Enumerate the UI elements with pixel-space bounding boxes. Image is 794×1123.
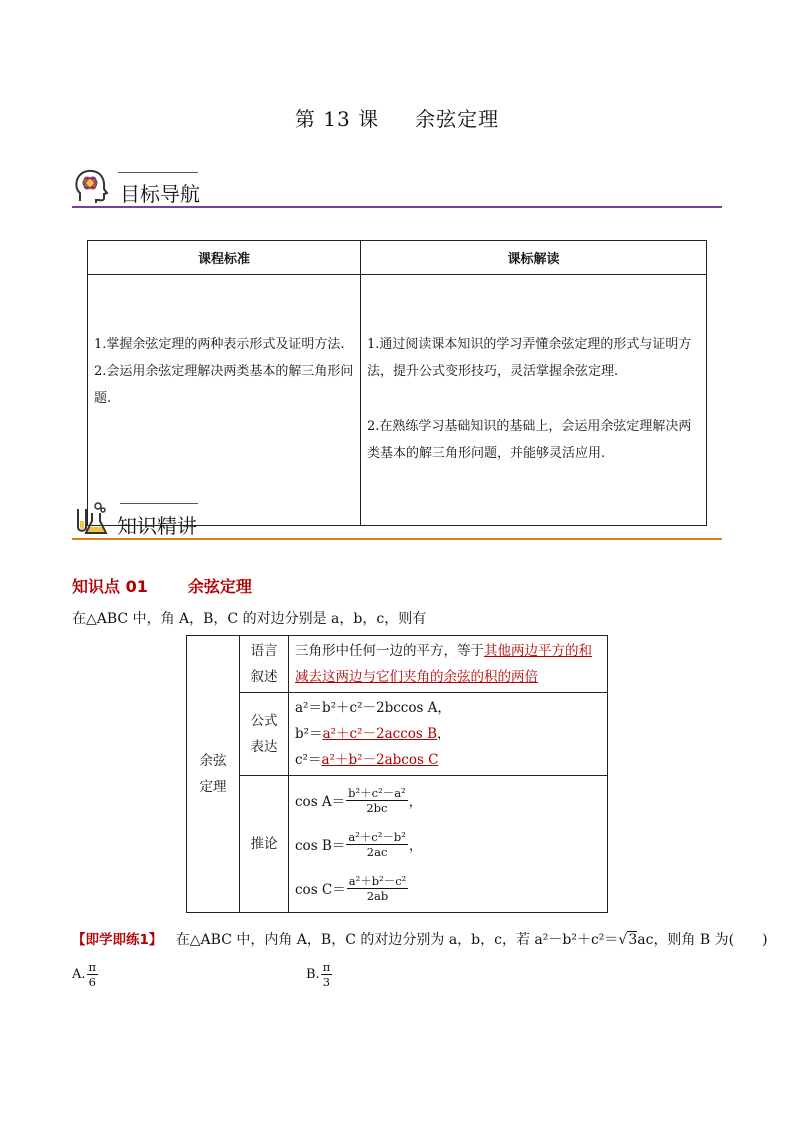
lesson-name: 余弦定理	[415, 107, 500, 131]
formula-underlined: a²＋b²－2abcos C	[321, 752, 439, 768]
corollary-cos-a	[295, 778, 601, 822]
option-a[interactable]	[72, 960, 99, 989]
option-fraction	[321, 960, 333, 989]
corollary-cos-c	[295, 866, 601, 910]
section-heading-goals: 目标导航	[120, 182, 200, 206]
formula-c	[295, 747, 601, 773]
formula-a: a²＝b²＋c²－2bccos A，	[295, 700, 451, 716]
exercise-question: 【即学即练1】 在△ABC 中，内角 A，B，C 的对边分别为 a，b，c，若 a²－b²＋c²＝√3ac，则角 B 为( )	[72, 932, 768, 948]
cosine-law-table	[186, 635, 608, 913]
fraction-denominator: 2ab	[366, 888, 389, 903]
cor-fraction	[346, 830, 408, 859]
law-main-label-line: 余弦	[199, 753, 227, 769]
row-label-line: 表达	[250, 739, 278, 755]
fraction-numerator: a²＋c²－b²	[348, 829, 406, 844]
section-rule-knowledge	[72, 538, 722, 540]
fraction-denominator: 2ac	[366, 844, 388, 859]
exercise-tag: 【即学即练1】	[72, 932, 163, 948]
statement-plain: 三角形中任何一边的平方，等于	[295, 643, 484, 659]
statement-text	[289, 636, 608, 693]
fraction-denominator: 2bc	[366, 800, 388, 815]
interpretation-item: 1.通过阅读课本知识的学习弄懂余弦定理的形式与证明方法，提升公式变形技巧，灵活掌握余弦定理.	[367, 337, 692, 379]
corollary-cell	[289, 776, 608, 913]
goals-header-standard: 课程标准	[88, 241, 361, 275]
row-label-line: 叙述	[250, 669, 278, 685]
section-rule-goals	[72, 206, 722, 208]
section-heading-knowledge: 知识精讲	[117, 514, 197, 538]
cor-lhs: cos A＝	[295, 794, 346, 810]
option-label: B.	[306, 967, 320, 982]
exercise-text-after: ac，则角 B 为( )	[637, 932, 768, 948]
cor-end: ，	[408, 794, 423, 810]
row-label-statement	[240, 636, 289, 693]
goals-cell-interpretation	[361, 275, 707, 526]
formula-prefix: b²＝	[295, 726, 323, 742]
row-label-formula	[240, 693, 289, 776]
exercise-sqrt-value: 3	[628, 932, 638, 948]
fraction-denominator: 3	[322, 975, 331, 989]
option-label: A.	[72, 967, 86, 982]
standard-item: 2.会运用余弦定理解决两类基本的解三角形问题.	[94, 364, 354, 406]
formula-cell	[289, 693, 608, 776]
cor-fraction	[346, 786, 408, 815]
goals-header-interpretation: 课标解读	[361, 241, 707, 275]
knowledge-point-name: 余弦定理	[187, 577, 252, 596]
fraction-numerator: π	[88, 960, 97, 974]
exercise-text-before: 在△ABC 中，内角 A，B，C 的对边分别为 a，b，c，若 a²－b²＋c²＝	[175, 932, 619, 948]
goals-table	[87, 240, 707, 526]
law-main-label-line: 定理	[199, 779, 227, 795]
formula-prefix: c²＝	[295, 752, 322, 768]
fraction-numerator: b²＋c²－a²	[348, 785, 406, 800]
fraction-denominator: 6	[88, 975, 96, 989]
row-label-line: 语言	[250, 643, 278, 659]
fraction-numerator: a²＋b²－c²	[348, 873, 407, 888]
statement-underlined: 减去这两边与它们夹角的余弦的积的两倍	[295, 669, 538, 685]
cor-end: ，	[408, 838, 423, 854]
section-overline	[120, 503, 198, 504]
option-b[interactable]	[306, 960, 333, 989]
chemistry-flask-icon	[72, 499, 110, 537]
corollary-cos-b	[295, 822, 601, 866]
knowledge-point-heading	[72, 574, 252, 597]
cor-lhs: cos B＝	[295, 838, 346, 854]
row-label-line: 公式	[250, 713, 278, 729]
formula-underlined: a²＋c²－2accos B	[322, 726, 438, 742]
option-fraction	[87, 960, 99, 989]
lesson-number: 第 13 课	[294, 107, 380, 131]
formula-b	[295, 721, 601, 747]
goals-cell-standard	[88, 275, 361, 526]
brain-head-icon	[72, 167, 110, 205]
formula-suffix: ，	[437, 726, 451, 742]
page-title	[0, 103, 794, 132]
fraction-numerator: π	[322, 960, 331, 974]
interpretation-item: 2.在熟练学习基础知识的基础上，会运用余弦定理解决两类基本的解三角形问题，并能够灵活应用.	[367, 419, 692, 461]
standard-item: 1.掌握余弦定理的两种表示形式及证明方法.	[94, 337, 345, 352]
statement-underlined: 其他两边平方的和	[484, 643, 592, 659]
law-main-label	[187, 636, 240, 913]
row-label-corollary: 推论	[240, 776, 289, 913]
cor-lhs: cos C＝	[295, 882, 346, 898]
section-overline	[118, 172, 198, 173]
cor-fraction	[347, 874, 409, 903]
knowledge-point-label: 知识点 01	[72, 577, 148, 596]
intro-text: 在△ABC 中，角 A，B，C 的对边分别是 a，b，c，则有	[72, 611, 427, 627]
